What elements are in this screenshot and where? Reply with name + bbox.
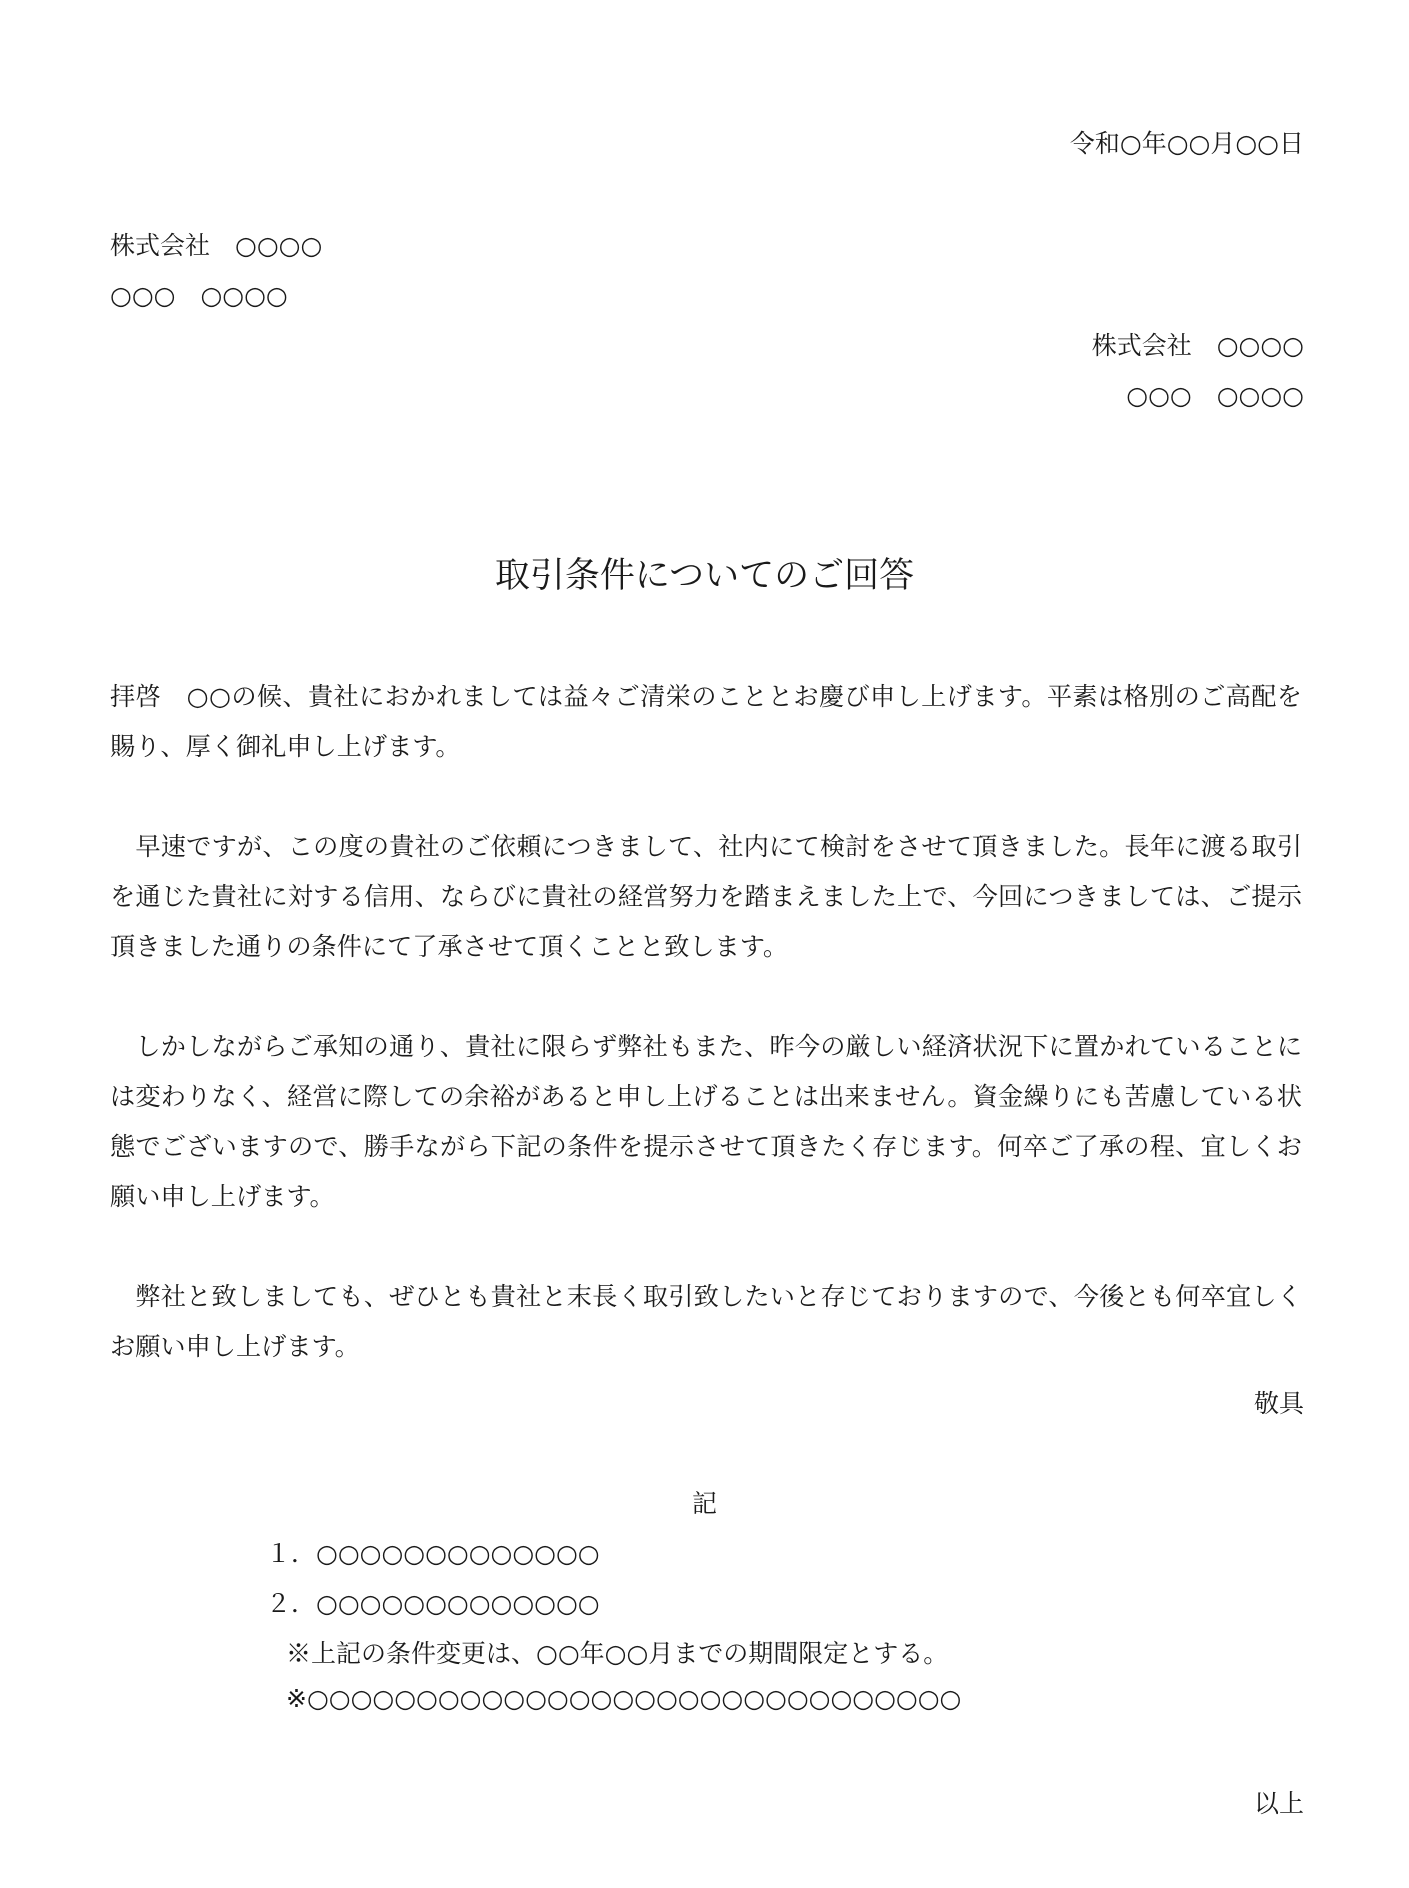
- sender-person: ○○○ ○○○○: [1126, 381, 1304, 410]
- end-ijou: 以上: [1253, 1789, 1304, 1818]
- sender-company: 株式会社 ○○○○: [1091, 331, 1304, 360]
- recipient-company: 株式会社 ○○○○: [110, 231, 323, 260]
- ki-heading: 記: [691, 1489, 717, 1518]
- note-1: ※上記の条件変更は、○○年○○月までの期間限定とする。: [286, 1639, 949, 1668]
- paragraph-acceptance: 早速ですが、この度の貴社のご依頼につきまして、社内にて検討をさせて頂きました。長年に渡る取引を通じた貴社に対する信用、ならびに貴社の経営努力を踏まえました上で、今回につきましては、ご提示頂きました通りの条件にて了承させて頂くことと致します。: [110, 832, 1302, 961]
- paragraph-closing: 弊社と致しましても、ぜひとも貴社と末長く取引致したいと存じておりますので、今後とも何卒宜しくお願い申し上げます。: [110, 1282, 1302, 1361]
- date: 令和○年○○月○○日: [1069, 129, 1304, 158]
- closing-keigu: 敬具: [1253, 1389, 1304, 1418]
- document-title: 取引条件についてのご回答: [494, 556, 915, 596]
- paragraph-greeting: 拝啓 ○○の候、貴社におかれましては益々ご清栄のこととお慶び申し上げます。平素は格別のご高配を賜り、厚く御礼申し上げます。: [110, 682, 1302, 761]
- list-item-1: １．○○○○○○○○○○○○○: [266, 1539, 600, 1568]
- note-2: ※○○○○○○○○○○○○○○○○○○○○○○○○○○○○○○: [286, 1684, 962, 1713]
- recipient-person: ○○○ ○○○○: [110, 281, 288, 310]
- list-item-2: ２．○○○○○○○○○○○○○: [266, 1589, 600, 1618]
- paragraph-conditions: しかしながらご承知の通り、貴社に限らず弊社もまた、昨今の厳しい経済状況下に置かれていることには変わりなく、経営に際しての余裕があると申し上げることは出来ません。資金繰りにも苦慮している状態でございますので、勝手ながら下記の条件を提示させて頂きたく存じます。何卒ご了承の程、宜しくお願い申し上げます。: [110, 1032, 1302, 1211]
